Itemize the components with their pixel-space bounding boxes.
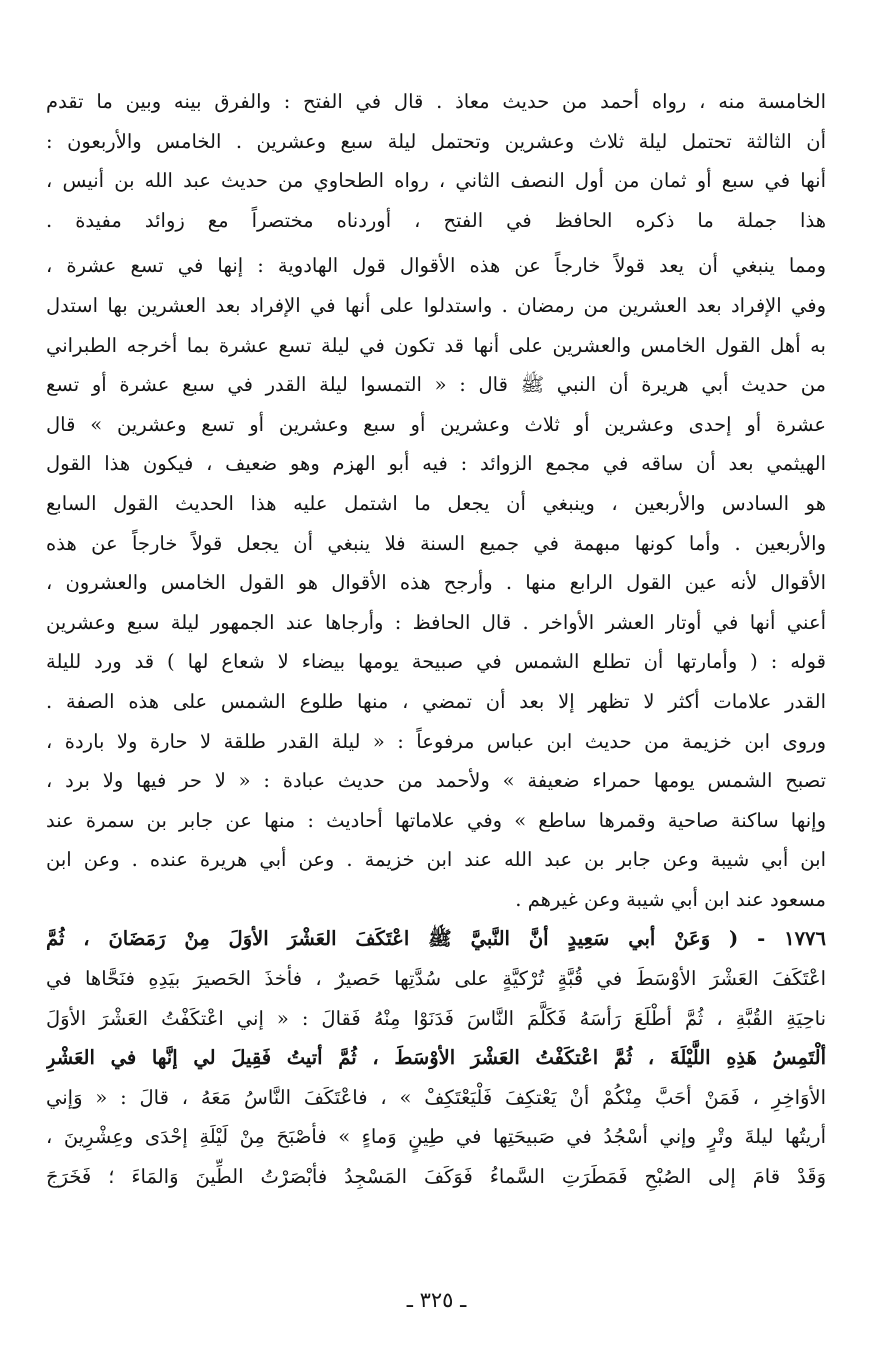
page-number: ـ ٣٢٥ ـ [406, 1288, 467, 1312]
text-line: الخامسة منه ، رواه أحمد من حديث معاذ . قال في الفتح : والفرق بينه وبين ما تقدم [46, 90, 826, 113]
text-line: أعني أنها في أوتار العشر الأواخر . قال الحافظ : وأرجاها عند الجمهور ليلة سبع وعشرين [46, 610, 826, 634]
text-line: قوله : ( وأمارتها أن تطلع الشمس في صبيحة يومها بيضاء لا شعاع لها ) قد ورد لليلة [46, 650, 826, 674]
text-line: الهيثمي بعد أن ساقه في مجمع الزوائد : فيه أبو الهزم وهو ضعيف ، فيكون هذا القول [46, 452, 826, 476]
text-line: من حديث أبي هريرة أن النبي ﷺ قال : « التمسوا ليلة القدر في سبع عشرة أو تسع [46, 373, 826, 397]
text-line: ألْتَمِسُ هَذِهِ اللَّيْلَةَ ، ثُمَّ اعْتكَفْتُ العَشْرَ الأوْسَطَ ، ثُمَّ أتيتُ فَقِيلَ لي إنَّها في العَشْرِ [46, 1046, 826, 1070]
text-line: وإنها ساكنة صاحية وقمرها ساطع » وفي علاماتها أحاديث : منها عن جابر بن سمرة عند [46, 808, 826, 832]
page-body [46, 82, 826, 1197]
text-line: هذا جملة ما ذكره الحافظ في الفتح ، أوردناه مختصراً مع زوائد مفيدة . [46, 208, 826, 232]
text-line: ومما ينبغي أن يعد قولاً خارجاً عن هذه الأقوال قول الهادوية : إنها في تسع عشرة ، [46, 254, 826, 278]
text-line: أريتُها ليلةَ وتْرٍ وإني أسْجُدُ في صَبيحَتِها في طِينٍ وَماءٍ » فأصْبَحَ مِنْ لَيْلَةِ إحْدَى وعِشْرِينَ ، [46, 1125, 826, 1149]
text-line: أنها في سبع أو ثمان من أول النصف الثاني ، رواه الطحاوي من حديث عبد الله بن أنيس ، [46, 169, 826, 193]
text-line: ناحِيَةِ القُبَّةِ ، ثُمَّ أطْلَعَ رَأسَهُ فَكَلَّمَ النَّاسَ فَدَنَوْا مِنْهُ فَقالَ : « إني اعْتكَفْتُ العَشْرَ الأوَلَ [46, 1006, 826, 1030]
text-line: تصبح الشمس يومها حمراء ضعيفة » ولأحمد من حديث عبادة : « لا حر فيها ولا برد ، [46, 769, 826, 793]
paragraph-additional-opinions [46, 246, 826, 642]
text-line: به أهل القول الخامس والعشرين على أنها قد تكون في ليلة تسع عشرة بما أخرجه الطبراني [46, 333, 826, 357]
text-line: عشرة أو إحدى وعشرين أو ثلاث وعشرين أو سبع وعشرين أو تسع وعشرين » قال [46, 412, 826, 436]
text-line: أن الثالثة تحتمل ليلة ثلاث وعشرين وتحتمل ليلة سبع وعشرين . الخامس والأربعون : [46, 129, 826, 153]
text-line: الأقوال لأنه عين القول الرابع منها . وأرجح هذه الأقوال هو القول الخامس والعشرون ، [46, 571, 826, 595]
text-line: الأوَاخِرِ ، فَمَنْ أحَبَّ مِنْكُمْ أنْ يَعْتكِفَ فَلْيَعْتَكِفْ » ، فاعْتَكَفَ النَّاسُ مَعَهُ ، قالَ : « وَإني [46, 1085, 826, 1109]
hadith-1776 [46, 919, 826, 1196]
text-line: اعْتَكَفَ العَشْرَ الأوْسَطَ في قُبَّةٍ تُرْكيَّةٍ على سُدَّتِها حَصيرٌ ، فأخذَ الحَصيرَ بيَدِهِ فنَحَّاها في [46, 967, 826, 991]
paragraph-signs-of-laylat-al-qadr [46, 642, 826, 919]
text-line: هو السادس والأربعين ، وينبغي أن يجعل ما اشتمل عليه هذا الحديث القول السابع [46, 491, 826, 515]
text-line: مسعود عند ابن أبي شيبة وعن غيرهم . [515, 887, 826, 911]
paragraph-commentary-end [46, 82, 826, 240]
text-line: القدر علامات أكثر لا تظهر إلا بعد أن تمضي ، منها طلوع الشمس على هذه الصفة . [46, 689, 826, 713]
text-line: والأربعين . وأما كونها مبهمة في جميع السنة فلا ينبغي أن يجعل قولاً خارجاً عن هذه [46, 531, 826, 555]
text-line: وفي الإفراد بعد العشرين من رمضان . واستدلوا على أنها في الإفراد بعد العشرين بها استدل [46, 293, 826, 317]
text-line: ١٧٧٦ - ( وَعَنْ أبي سَعِيدٍ أنَّ النَّبيَّ ﷺ اعْتَكَفَ العَشْرَ الأوَلَ مِنْ رَمَضَانَ ، ثُمَّ [46, 927, 826, 951]
text-line: وروى ابن خزيمة من حديث ابن عباس مرفوعاً : « ليلة القدر طلقة لا حارة ولا باردة ، [46, 729, 826, 753]
text-line: ابن أبي شيبة وعن جابر بن عبد الله عند ابن خزيمة . وعن أبي هريرة عنده . وعن ابن [46, 848, 826, 872]
text-line: وَقَدْ قامَ إلى الصُبْحِ فَمَطَرَتِ السَّماءُ فَوَكَفَ المَسْجِدُ فأبْصَرْتُ الطِّينَ وَالمَاءَ ؛ فَخَرَجَ [46, 1165, 826, 1189]
